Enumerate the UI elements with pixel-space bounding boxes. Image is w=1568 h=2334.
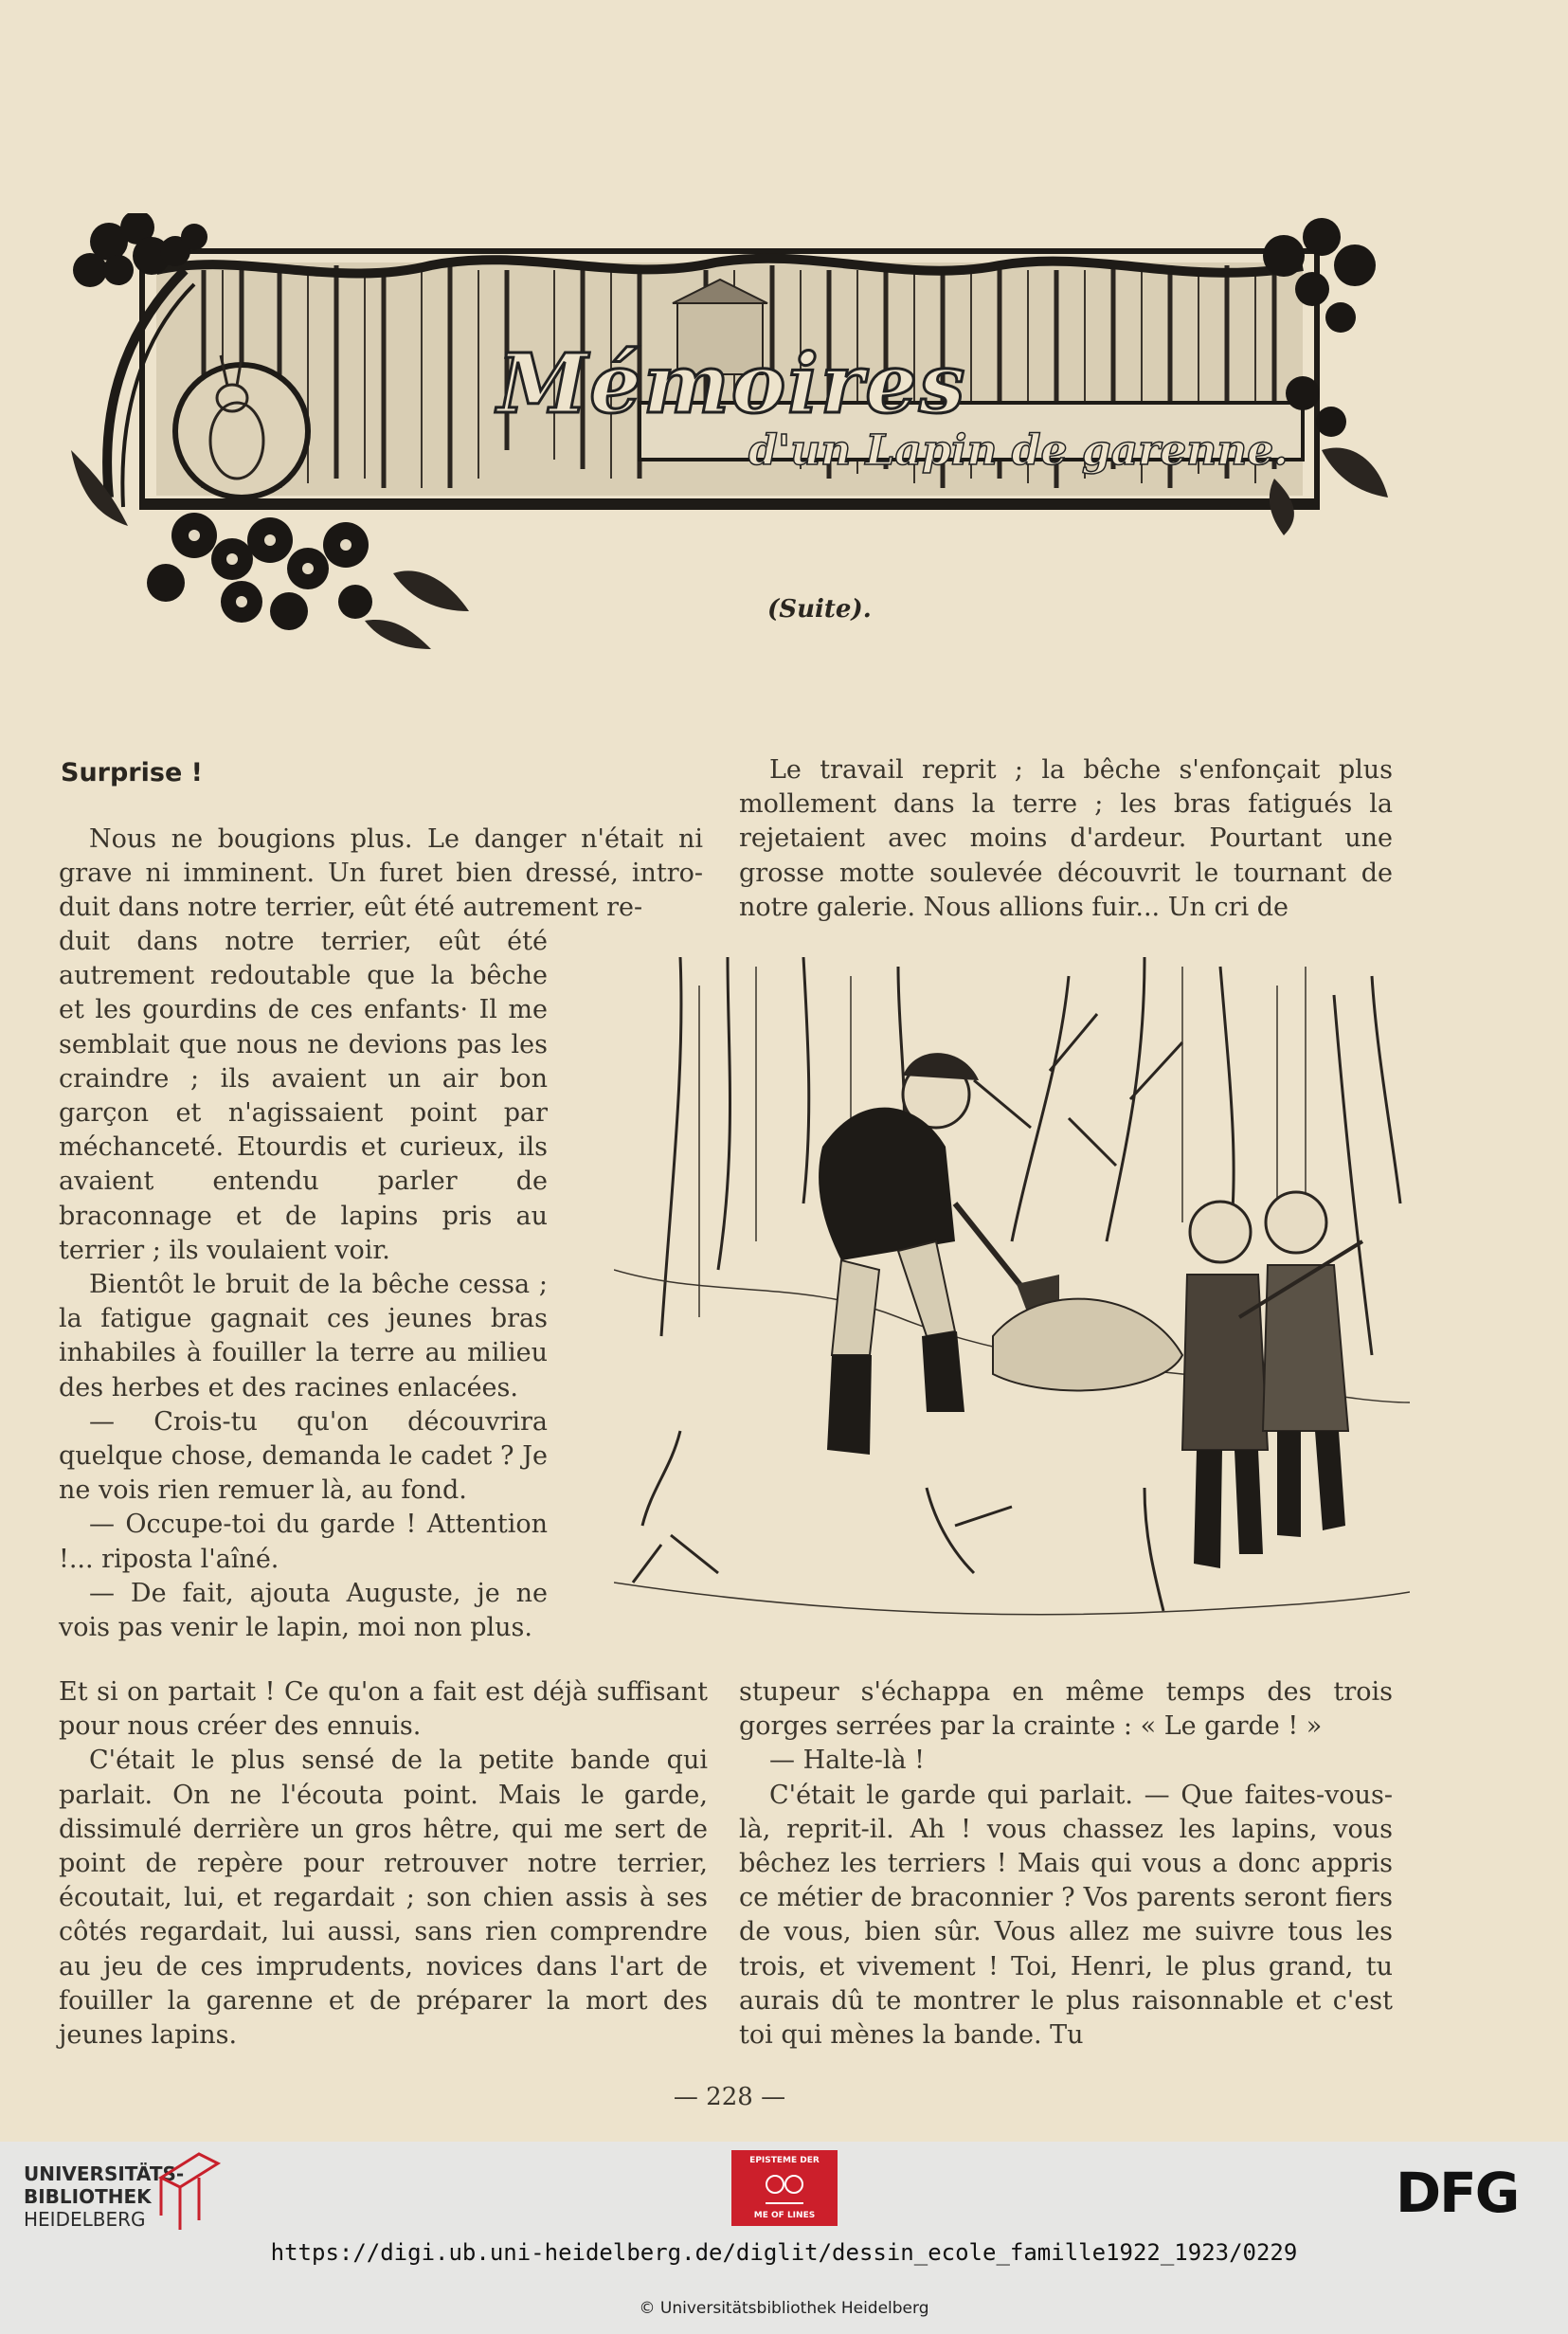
left-column-intro xyxy=(59,823,703,926)
ub-logo-line: BIBLIOTHEK xyxy=(24,2185,152,2208)
paragraph: C'était le garde qui parlait. — Que faites-vous-là, reprit-il. Ah ! vous chassez les lapins, vous bêchez les terriers ! Mais qui vous a donc appris ce métier de braconnier ? Vos parents seront fiers de vous, bien sûr. Vous allez me suivre tous les trois, et vivement ! Toi, Henri, le plus grand, tu aurais dû te montrer le plus raisonnable et c'est toi qui mènes la bande. Tu xyxy=(739,1780,1393,2051)
paragraph: Nous ne bougions plus. Le danger n'était ni grave ni imminent. Un furet bien dressé, intro-duit dans notre terrier, eût été autrement re- xyxy=(59,824,703,923)
left-column-bottom xyxy=(59,1675,708,2053)
vignette-subtitle: d'un Lapin de garenne. xyxy=(748,426,1289,475)
section-heading: Surprise ! xyxy=(61,758,203,787)
paragraph: C'était le plus sensé de la petite bande qui parlait. On ne l'écouta point. Mais le garde, dissimulé derrière un gros hêtre, qui me sert de point de repère pour retrouver notre terrier, écoutait, lui, et regardait ; son chien assis à ses côtés regardait, lui aussi, sans rien comprendre au jeu de ces imprudents, novices dans l'art de fouiller la garenne et de préparer la mort des jeunes lapins. xyxy=(59,1746,708,2051)
epistemes-logo-text: EPISTEME DER xyxy=(749,2156,820,2165)
paragraph: Et si on partait ! Ce qu'on a fait est déjà suffisant pour nous créer des ennuis. xyxy=(59,1677,708,1742)
ub-mark-icon xyxy=(156,2149,223,2234)
left-column-middle xyxy=(59,925,548,1645)
permalink-url[interactable]: https://digi.ub.uni-heidelberg.de/diglit/dessin_ecole_famille1922_1923/0229 xyxy=(270,2239,1298,2266)
epistemes-logo-text: ME OF LINES xyxy=(753,2211,816,2220)
paragraph: — De fait, ajouta Auguste, je ne vois pas venir le lapin, moi non plus. xyxy=(59,1578,548,1643)
right-column-bottom xyxy=(739,1675,1393,2053)
paragraph: Le travail reprit ; la bêche s'enfonçait plus mollement dans la terre ; les bras fatigués la rejetaient avec moins d'ardeur. Pourtant une grosse motte soulevée découvrit le tournant de notre galerie. Nous allions fuir... Un cri de xyxy=(739,755,1393,922)
paragraph: — Occupe-toi du garde ! Attention !... riposta l'aîné. xyxy=(59,1510,548,1574)
header-vignette xyxy=(52,213,1397,649)
viewer-footer xyxy=(0,2142,1568,2334)
ub-logo-line: UNIVERSITÄTS- xyxy=(24,2162,185,2185)
dfg-logo[interactable]: DFG xyxy=(1396,2161,1519,2225)
paragraph: Bientôt le bruit de la bêche cessa ; la fatigue gagnait ces jeunes bras inhabiles à fouiller la terre au milieu des herbes et des racines enlacées. xyxy=(59,1270,548,1402)
illustration-boys-digging xyxy=(614,957,1410,1620)
right-column-top xyxy=(739,753,1393,925)
vignette-title: Mémoires xyxy=(497,336,967,432)
ub-logo-line: HEIDELBERG xyxy=(24,2208,146,2231)
paragraph: duit dans notre terrier, eût été autrement redoutable que la bêche et les gourdins de ces enfants· Il me semblait que nous ne devions pas les craindre ; ils avaient un air bon garçon et n'agissaient point par méchanceté. Etourdis et curieux, ils avaient entendu parler de braconnage et de lapins pris au terrier ; ils voulaient voir. xyxy=(59,927,548,1265)
paragraph: stupeur s'échappa en même temps des trois gorges serrées par la crainte : « Le garde ! » xyxy=(739,1677,1393,1742)
paragraph: — Crois-tu qu'on découvrira quelque chose, demanda le cadet ? Je ne vois rien remuer là, au fond. xyxy=(59,1406,548,1506)
epistemes-figure-icon xyxy=(760,2171,809,2205)
suite-label: (Suite). xyxy=(767,595,872,624)
epistemes-logo[interactable] xyxy=(731,2150,838,2226)
page-number: — 228 — xyxy=(673,2083,786,2111)
paragraph: — Halte-là ! xyxy=(769,1746,925,1776)
copyright-notice: © Universitätsbibliothek Heidelberg xyxy=(639,2299,929,2318)
